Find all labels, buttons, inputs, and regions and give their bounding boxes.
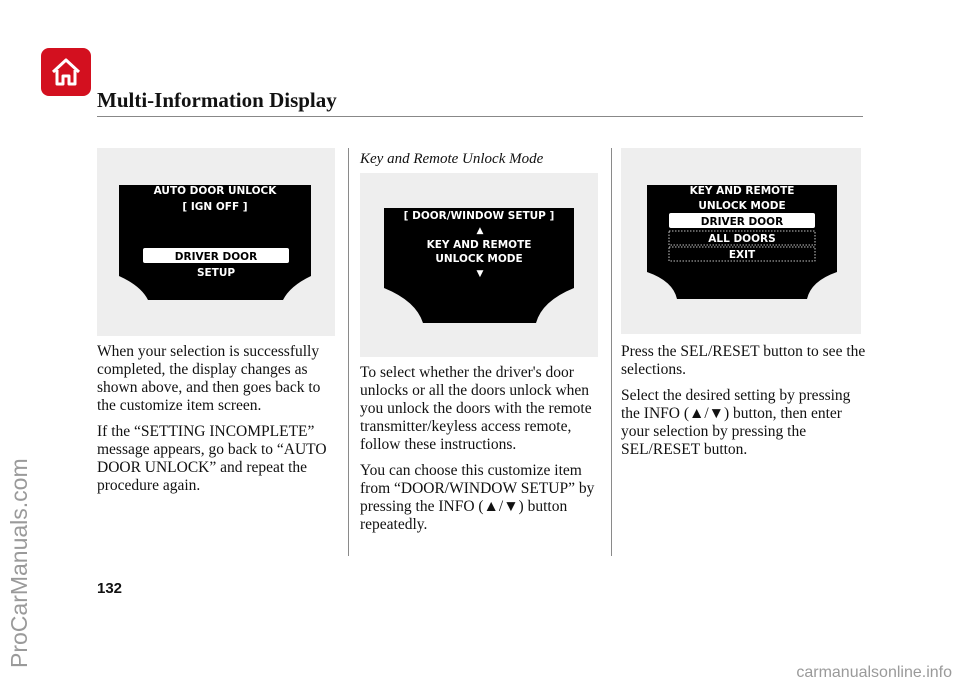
screen-line-4: SETUP [196, 267, 236, 279]
screen-highlight-text: DRIVER DOOR [174, 251, 258, 263]
option-driver-door: DRIVER DOOR [700, 216, 784, 228]
option-exit: EXIT [728, 249, 756, 261]
screen-line-1: [ DOOR/WINDOW SETUP ] [403, 210, 555, 222]
page-number: 132 [97, 580, 123, 597]
paragraph: To select whether the driver's door unlocks or all the doors unlock when you unlock the doors with the remote transmitter/keyless access remote, follow these instructions. [360, 364, 592, 453]
watermark-carmanualsonline: carmanualsonline.info [796, 664, 952, 681]
paragraph: Press the SEL/RESET button to see the selections. [621, 343, 866, 378]
home-button[interactable] [41, 48, 91, 96]
paragraph: You can choose this customize item from “DOOR/WINDOW SETUP” by pressing the INFO (▲/▼) button repeatedly. [360, 462, 595, 533]
title-divider [97, 116, 863, 117]
watermark-procarmanuals: ProCarManuals.com [6, 458, 32, 668]
paragraph: If the “SETTING INCOMPLETE” message appears, go back to “AUTO DOOR UNLOCK” and repeat the procedure again. [97, 423, 327, 494]
column-1-text [97, 343, 342, 503]
screen-line-2: UNLOCK MODE [698, 200, 786, 212]
screen-line-3: UNLOCK MODE [435, 253, 523, 265]
screen-line-2: [ IGN OFF ] [182, 201, 248, 213]
screen-line-1: KEY AND REMOTE [689, 185, 795, 197]
up-arrow-icon: ▲ [476, 226, 484, 236]
column-3-text [621, 343, 866, 467]
screen-line-2: KEY AND REMOTE [426, 239, 532, 251]
column-divider [611, 148, 612, 556]
section-title: Multi-Information Display [97, 88, 337, 112]
down-arrow-icon: ▼ [476, 269, 484, 279]
paragraph: Select the desired setting by pressing the INFO (▲/▼) button, then enter your selection by pressing the SEL/RESET button. [621, 387, 851, 458]
home-icon [50, 57, 82, 87]
subheading: Key and Remote Unlock Mode [360, 151, 544, 167]
option-all-doors: ALL DOORS [708, 233, 776, 245]
column-divider [348, 148, 349, 556]
column-2-text [360, 364, 605, 542]
display-screen-auto-door-unlock [97, 148, 335, 336]
display-screen-door-window-setup [360, 173, 598, 357]
screen-line-1: AUTO DOOR UNLOCK [153, 185, 277, 197]
paragraph: When your selection is successfully completed, the display changes as shown above, and then goes back to the customize item screen. [97, 343, 321, 414]
display-screen-unlock-mode-selection [621, 148, 861, 334]
